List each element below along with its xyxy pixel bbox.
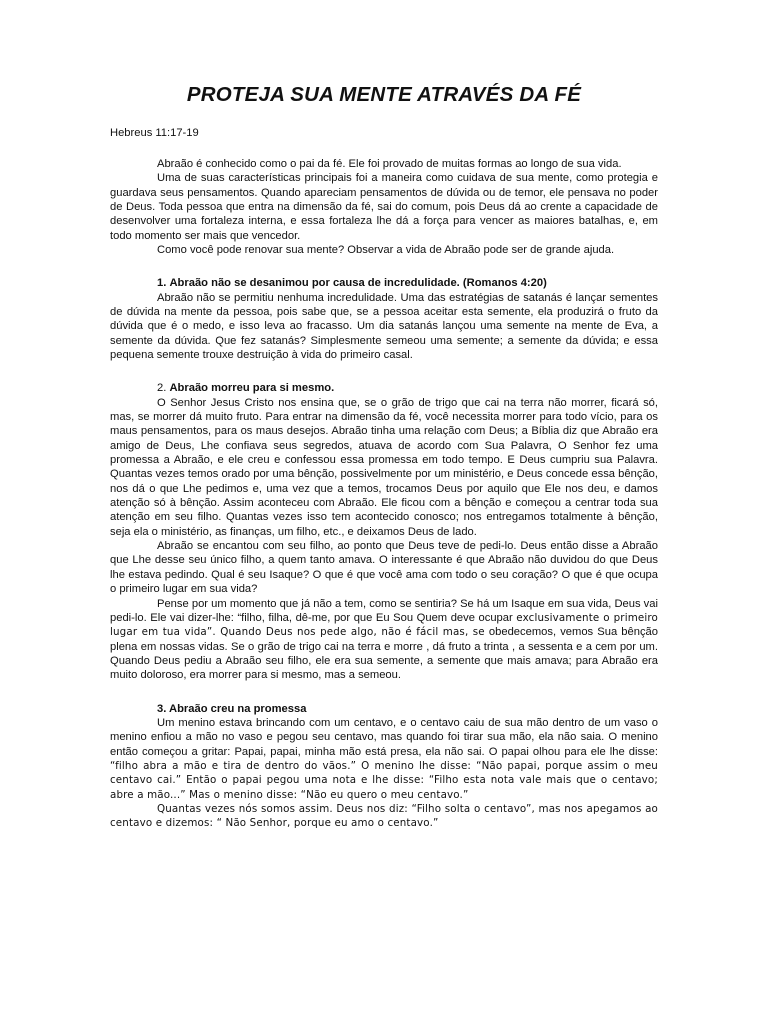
section-title: Abraão morreu para si mesmo. (169, 382, 335, 395)
section-number: 2. (157, 382, 167, 395)
paragraph-text: obedecemos, vemos Sua bênção plena em nossas vidas. Se o grão de trigo cai na terra e morre , dá fruto a trinta , a sessenta e a cem por um. Quando Deus pediu a Abraão seu filho, ele era sua semente, a semente que mais amava; para Abraão era muito doloroso, era morrer para si mesmo, mas a semeou. (110, 626, 658, 682)
quoted-text: exclusivamente o primeiro lugar em tua vida”. Quando Deus nos pede algo, não é fácil mas, se (110, 611, 658, 639)
section-title: 3. Abraão creu na promessa (157, 702, 307, 715)
section-paragraph: O Senhor Jesus Cristo nos ensina que, se o grão de trigo que cai na terra não morrer, ficará só, mas, se morrer dá muito fruto. Para entrar na dimensão da fé, você necessita morrer para todo vício, para os maus pensamentos, para os maus desejos. Abraão tinha uma relação com Deus; a Bíblia diz que Abraão era amigo de Deus, Lhe confiava seus segredos, atuava de acordo com Sua Palavra, O Senhor fez uma promessa a Abraão, e ele creu e confessou essa promessa em todo tempo. E Deus cumpriu sua Palavra. Quantas vezes temos orado por uma bênção, possivelmente por um ministério, e Deus concede essa bênção, nos dá o que Lhe pedimos e, uma vez que a temos, trocamos Deus por aquilo que Ele nos deu, e damos atenção só à bênção. Assim aconteceu com Abraão. Ele ficou com a bênção e começou a centrar toda sua atenção em seu filho. Quantas vezes isso tem acontecido conosco; nos entregamos totalmente à bênção, seja ela o ministério, as finanças, um filho, etc., e deixamos Deus de lado. (110, 396, 658, 538)
intro-paragraph: Uma de suas características principais foi a maneira como cuidava de sua mente, como protegia e guardava seus pensamentos. Quando apareciam pensamentos de dúvida ou de temor, ele pensava no poder de Deus. Toda pessoa que entra na dimensão da fé, sai do comum, pois Deus dá ao crente a capacidade de desenvolver uma fortaleza interna, e essa fortaleza lhe dá a força para vencer as maiores batalhas, e, em todo momento ser mais que vencedor. (110, 172, 658, 242)
spacer (110, 257, 658, 266)
section-heading-3 (110, 702, 658, 716)
intro-paragraph: Abraão é conhecido como o pai da fé. Ele foi provado de muitas formas ao longo de sua vida. (157, 157, 622, 170)
paragraph-text: Um menino estava brincando com um centavo, e o centavo caiu de sua mão dentro de um vaso o menino enfiou a mão no vaso e pegou seu centavo, mas quando foi tirar sua mão, ela não saia. O menino então começou a gritar: Papai, papai, minha mão está presa, ela não sai. O papai olhou para ele lhe disse: (110, 716, 658, 758)
section-paragraph: Abraão não se permitiu nenhuma incredulidade. Uma das estratégias de satanás é lançar sementes de dúvida na mente da pessoa, pois sabe que, se a pessoa aceitar esta semente, ela produzirá o fruto da dúvida que é o medo, e isso leva ao fracasso. Um dia satanás lançou uma semente na mente de Eva, a semente da dúvida. Que fez satanás? Simplesmente semeou uma semente; a semente da dúvida; e essa pequena semente trouxe destruição à vida do primeiro casal. (110, 291, 658, 362)
section-title: Abraão não se desanimou por causa de incredulidade. (Romanos 4:20) (169, 277, 547, 290)
section-paragraph: Quantas vezes nós somos assim. Deus nos diz: “Filho solta o centavo”, mas nos apegamos ao centavo e dizemos: “ Não Senhor, porque eu amo o centavo.” (110, 802, 658, 830)
spacer (110, 683, 658, 692)
paragraph-text: Pense por um momento que já não a tem, como se sentiria? Se há um Isaque em sua vida, Deus vai pedi-lo. Ele vai dizer-lhe: “filho, filha, dê-me, por que Eu Sou Quem deve ocupar (110, 597, 658, 624)
bible-reference: Hebreus 11:17-19 (110, 126, 199, 139)
section-paragraph: Abraão se encantou com seu filho, ao ponto que Deus teve de pedi-lo. Deus então disse a Abraão que Lhe desse seu único filho, a quem tanto amava. O interessante é que Abraão não duvidou do que Deus lhe estava pedindo. Qual é seu Isaque? O que é que você ama com todo o seu coração? O que é que ocupa o primeiro lugar em sua vida? (110, 540, 658, 596)
section-paragraph (110, 597, 658, 683)
section-paragraph (110, 716, 658, 802)
spacer (110, 362, 658, 371)
intro-paragraph: Como você pode renovar sua mente? Observar a vida de Abraão pode ser de grande ajuda. (157, 243, 615, 256)
section-heading-1 (110, 276, 658, 290)
section-heading-2 (110, 381, 658, 395)
document-title: PROTEJA SUA MENTE ATRAVÉS DA FÉ (186, 83, 582, 106)
quoted-text: “filho abra a mão e tira de dentro do vãos.” O menino lhe disse: “Não papai, porque assim o meu centavo cai.” Então o papai pegou uma nota e lhe disse: “Filho esta nota vale mais que o centavo; abre a mão...” Mas o menino disse: “Não eu quero o meu centavo.” (110, 759, 658, 801)
section-number: 1. (157, 277, 167, 290)
